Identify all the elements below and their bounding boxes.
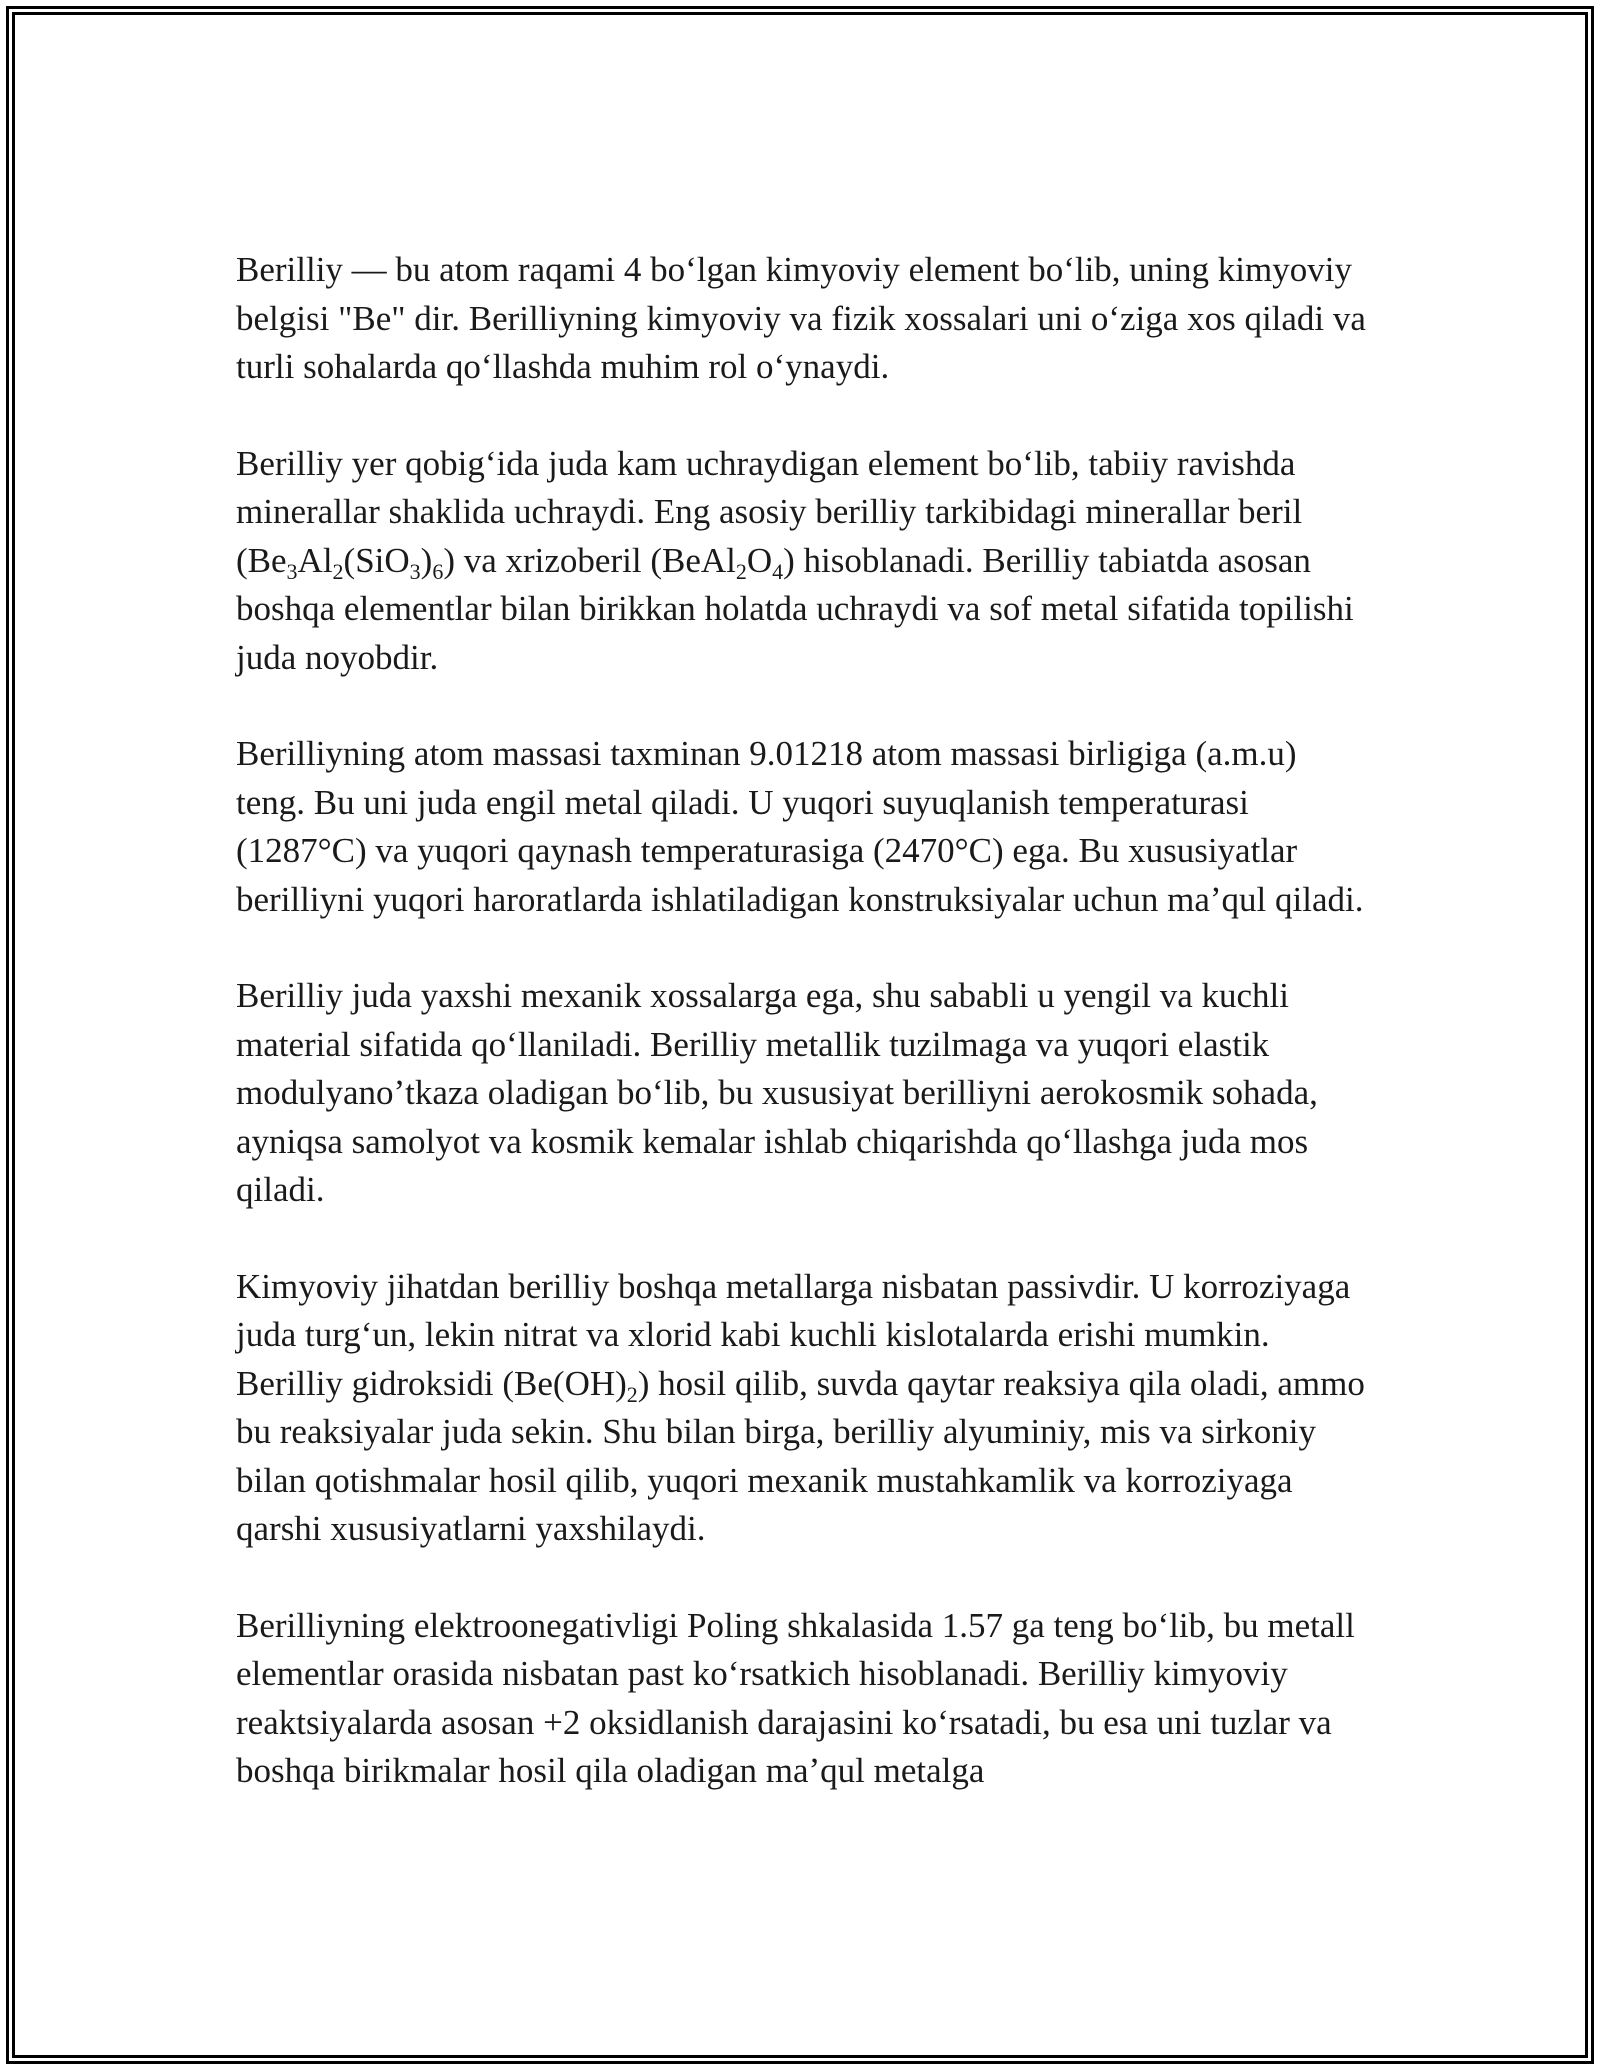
paragraph-intro [236, 246, 1370, 392]
text-segment: ) va xrizoberil (BeAl [443, 540, 736, 580]
paragraph-physical-properties [236, 730, 1370, 924]
paragraph-occurrence [236, 440, 1370, 683]
paragraph-chemical-properties [236, 1263, 1370, 1554]
text-segment: Berilliy yer qobigʻida juda kam uchraydigan element boʻlib, tabiiy ravishda minerallar shaklida uchraydi. Eng asosiy berilliy tarkibidagi minerallar beril (Be [236, 443, 1303, 580]
subscript: 3 [409, 558, 421, 584]
paragraph-electronegativity [236, 1602, 1370, 1796]
paragraph-mechanical-properties [236, 972, 1370, 1215]
text-segment: ) [420, 540, 433, 580]
paragraph-physical-properties-text: Berilliyning atom massasi taxminan 9.01218 atom massasi birligiga (a.m.u) teng. Bu uni juda engil metal qiladi. U yuqori suyuqlanish temperaturasi (1287°C) va yuqori qaynash temperaturasiga (2470°C) ega. Bu xususiyatlar berilliyni yuqori haroratlarda ishlatiladigan konstruksiyalar uchun maʼqul qiladi. [236, 734, 1364, 919]
text-segment: (SiO [343, 540, 410, 580]
text-segment: Kimyoviy jihatdan berilliy boshqa metallarga nisbatan passivdir. U korroziyaga juda turgʻun, lekin nitrat va xlorid kabi kuchli kislotalarda erishi mumkin. Berilliy gidroksidi (Be(OH) [236, 1266, 1351, 1403]
subscript: 2 [626, 1381, 638, 1407]
document-body [236, 246, 1370, 1796]
subscript: 3 [286, 558, 298, 584]
text-segment: ) hosil qilib, suvda qaytar reaksiya qila oladi, ammo bu reaksiyalar juda sekin. Shu bilan birga, berilliy alyuminiy, mis va sirkoniy bilan qotishmalar hosil qilib, yuqori mexanik mustahkamlik va korroziyaga qarshi xususiyatlarni yaxshilaydi. [236, 1363, 1365, 1548]
subscript: 4 [772, 558, 784, 584]
subscript: 6 [432, 558, 444, 584]
text-segment: ) hisoblanadi. Berilliy tabiatda asosan boshqa elementlar bilan birikkan holatda uchraydi va sof metal sifatida topilishi juda noyobdir. [236, 540, 1354, 677]
paragraph-intro-text: Berilliy — bu atom raqami 4 boʻlgan kimyoviy element boʻlib, uning kimyoviy belgisi "Be" dir. Berilliyning kimyoviy va fizik xossalari uni oʻziga xos qiladi va turli sohalarda qoʻllashda muhim rol oʻynaydi. [236, 250, 1366, 386]
subscript: 2 [735, 558, 747, 584]
subscript: 2 [332, 558, 344, 584]
text-segment: O [746, 540, 773, 580]
paragraph-electronegativity-text: Berilliyning elektroonegativligi Poling shkalasida 1.57 ga teng boʻlib, bu metall elementlar orasida nisbatan past koʻrsatkich hisoblanadi. Berilliy kimyoviy reaktsiyalarda asosan +2 oksidlanish darajasini koʻrsatadi, bu esa uni tuzlar va boshqa birikmalar hosil qila oladigan maʼqul metalga [236, 1605, 1355, 1790]
paragraph-mechanical-properties-text: Berilliy juda yaxshi mexanik xossalarga ega, shu sababli u yengil va kuchli material sifatida qoʻllaniladi. Berilliy metallik tuzilmaga va yuqori elastik modulyanoʼtkaza oladigan boʻlib, bu xususiyat berilliyni aerokosmik sohada, ayniqsa samolyot va kosmik kemalar ishlab chiqarishda qoʻllashga juda mos qiladi. [236, 976, 1318, 1209]
text-segment: Al [297, 540, 333, 580]
